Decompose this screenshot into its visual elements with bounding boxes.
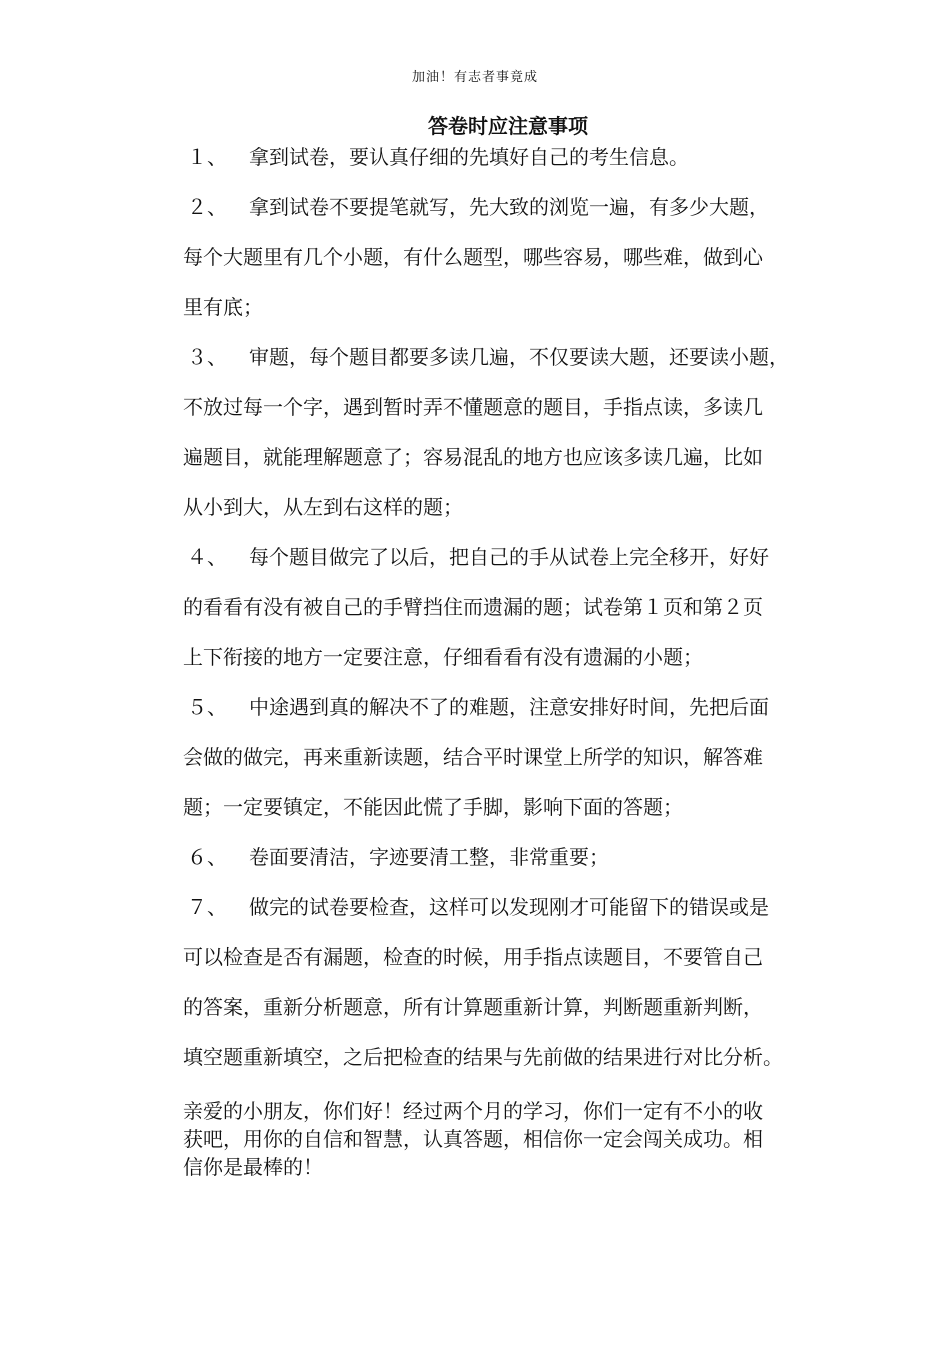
header-motto: 加油！有志者事竟成 xyxy=(411,70,538,85)
closing-line: 亲爱的小朋友，你们好！经过两个月的学习，你们一定有不小的收 xyxy=(183,1099,763,1123)
item-number: ４、 xyxy=(187,545,227,569)
instruction-item-7 xyxy=(183,882,863,1082)
item-number: ６、 xyxy=(187,845,227,869)
item-number: １、 xyxy=(187,145,227,169)
item-text: 拿到试卷，要认真仔细的先填好自己的考生信息。 xyxy=(249,145,689,169)
instruction-item-4 xyxy=(183,532,863,682)
item-text: 中途遇到真的解决不了的难题，注意安排好时间，先把后面 xyxy=(249,695,769,719)
item-number: ５、 xyxy=(187,695,227,719)
item-text: 会做的做完，再来重新读题，结合平时课堂上所学的知识，解答难 xyxy=(183,745,763,769)
item-text: 遍题目，就能理解题意了；容易混乱的地方也应该多读几遍，比如 xyxy=(183,445,763,469)
instruction-item-6 xyxy=(183,832,863,882)
instruction-item-3 xyxy=(183,332,863,532)
item-line xyxy=(183,682,863,732)
item-text: 题；一定要镇定，不能因此慌了手脚，影响下面的答题； xyxy=(183,795,683,819)
item-text: 做完的试卷要检查，这样可以发现刚才可能留下的错误或是 xyxy=(249,895,769,919)
item-text: 每个题目做完了以后，把自己的手从试卷上完全移开，好好 xyxy=(249,545,769,569)
instruction-item-1 xyxy=(183,132,863,182)
item-text: 卷面要清洁，字迹要清工整，非常重要； xyxy=(249,845,609,869)
item-text: 从小到大，从左到右这样的题； xyxy=(183,495,463,519)
closing-line: 获吧，用你的自信和智慧，认真答题，相信你一定会闯关成功。相 xyxy=(183,1127,763,1151)
item-text: 可以检查是否有漏题，检查的时候，用手指点读题目，不要管自己 xyxy=(183,945,763,969)
item-text: 里有底； xyxy=(183,295,263,319)
item-line xyxy=(183,882,863,932)
closing-message xyxy=(183,1097,853,1181)
item-text: 填空题重新填空，之后把检查的结果与先前做的结果进行对比分析。 xyxy=(183,1045,783,1069)
item-text: 的答案，重新分析题意，所有计算题重新计算，判断题重新判断， xyxy=(183,995,763,1019)
item-line xyxy=(183,532,863,582)
item-number: ２、 xyxy=(187,195,227,219)
item-number: ３、 xyxy=(187,345,227,369)
item-number: ７、 xyxy=(187,895,227,919)
instruction-item-2 xyxy=(183,182,863,332)
item-line xyxy=(183,332,863,382)
instruction-item-5 xyxy=(183,682,863,832)
item-text: 每个大题里有几个小题，有什么题型，哪些容易，哪些难，做到心 xyxy=(183,245,763,269)
document-title: 答卷时应注意事项 xyxy=(428,114,588,138)
item-line xyxy=(183,132,863,182)
item-text: 的看看有没有被自己的手臂挡住而遗漏的题；试卷第１页和第２页 xyxy=(183,595,763,619)
item-text: 上下衔接的地方一定要注意，仔细看看有没有遗漏的小题； xyxy=(183,645,703,669)
closing-line: 信你是最棒的！ xyxy=(183,1155,323,1179)
item-text: 审题，每个题目都要多读几遍，不仅要读大题，还要读小题， xyxy=(249,345,789,369)
instructions-list xyxy=(183,132,863,1082)
item-text: 不放过每一个字，遇到暂时弄不懂题意的题目，手指点读，多读几 xyxy=(183,395,763,419)
item-text: 拿到试卷不要提笔就写，先大致的浏览一遍，有多少大题， xyxy=(249,195,769,219)
item-line xyxy=(183,832,863,882)
item-line xyxy=(183,182,863,232)
